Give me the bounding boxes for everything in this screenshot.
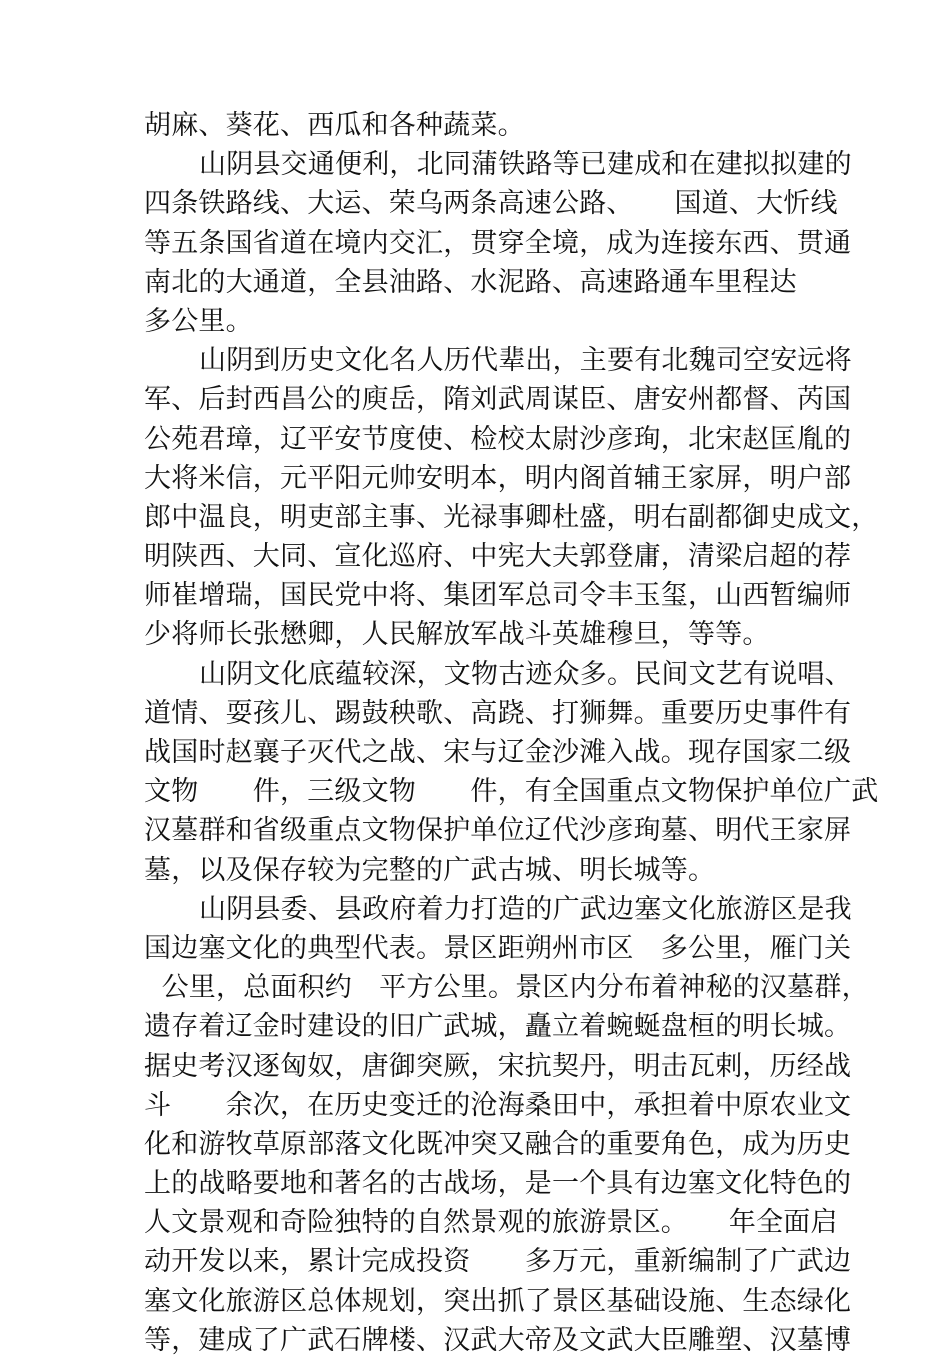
text-line: 据史考汉逐匈奴，唐御突厥，宋抗契丹，明击瓦剌，历经战: [144, 1050, 852, 1082]
text-line: 遗存着辽金时建设的旧广武城，矗立着蜿蜒盘桓的明长城。: [144, 1011, 852, 1043]
text-line: 等五条国省道在境内交汇，贯穿全境，成为连接东西、贯通: [144, 227, 852, 259]
text-line: 公苑君璋，辽平安节度使、检校太尉沙彦珣，北宋赵匡胤的: [144, 423, 852, 455]
text-line: 等，建成了广武石牌楼、汉武大帝及文武大臣雕塑、汉墓博: [144, 1324, 852, 1356]
text-line: 师崔增瑞，国民党中将、集团军总司令丰玉玺，山西暂编师: [144, 580, 852, 612]
text-line: 塞文化旅游区总体规划，突出抓了景区基础设施、生态绿化: [144, 1285, 852, 1317]
text-line: 战国时赵襄子灭代之战、宋与辽金沙滩入战。现存国家二级: [144, 737, 852, 768]
text-line: 斗 余次，在历史变迁的沧海桑田中，承担着中原农业文: [144, 1089, 852, 1121]
text-line: 大将米信，元平阳元帅安明本，明内阁首辅王家屏，明户部: [144, 462, 852, 494]
text-line: 郎中温良，明吏部主事、光禄事卿杜盛，明右副都御史成文，: [144, 501, 879, 533]
paragraph-start-line: 山阴到历史文化名人历代辈出，主要有北魏司空安远将: [199, 345, 852, 377]
text-line: 胡麻、葵花、西瓜和各种蔬菜。: [144, 110, 525, 141]
paragraph-start-line: 山阴县委、县政府着力打造的广武边塞文化旅游区是我: [199, 893, 852, 925]
text-line: 多公里。: [144, 305, 253, 337]
text-line: 国边塞文化的典型代表。景区距朔州市区 多公里，雁门关: [144, 932, 852, 964]
text-line: 少将师长张懋卿，人民解放军战斗英雄穆旦，等等。: [144, 619, 770, 651]
text-line: 动开发以来，累计完成投资 多万元，重新编制了广武边: [144, 1246, 852, 1278]
text-line: 公里，总面积约 平方公里。景区内分布着神秘的汉墓群，: [144, 972, 869, 1004]
paragraph-start-line: 山阴文化底蕴较深，文物古迹众多。民间文艺有说唱、: [199, 658, 852, 690]
text-line: 四条铁路线、大运、荣乌两条高速公路、 国道、大忻线: [144, 188, 838, 220]
text-line: 明陕西、大同、宣化巡府、中宪大夫郭登庸，清梁启超的荐: [144, 541, 852, 573]
document-body: [144, 106, 879, 1360]
paragraph-start-line: 山阴县交通便利，北同蒲铁路等已建成和在建拟拟建的: [199, 149, 852, 181]
text-line: 上的战略要地和著名的古战场，是一个具有边塞文化特色的: [144, 1168, 852, 1200]
text-line: 文物 件，三级文物 件，有全国重点文物保护单位广武: [144, 776, 879, 808]
text-line: 汉墓群和省级重点文物保护单位辽代沙彦珣墓、明代王家屏: [144, 815, 852, 847]
text-line: 道情、耍孩儿、踢鼓秧歌、高跷、打狮舞。重要历史事件有: [144, 697, 852, 729]
text-line: 化和游牧草原部落文化既冲突又融合的重要角色，成为历史: [144, 1128, 852, 1160]
text-line: 墓，以及保存较为完整的广武古城、明长城等。: [144, 854, 716, 886]
text-line: 军、后封西昌公的庾岳，隋刘武周谋臣、唐安州都督、芮国: [144, 384, 852, 416]
text-line: 人文景观和奇险独特的自然景观的旅游景区。 年全面启: [144, 1207, 838, 1239]
text-line: 南北的大通道，全县油路、水泥路、高速路通车里程达: [144, 266, 797, 298]
